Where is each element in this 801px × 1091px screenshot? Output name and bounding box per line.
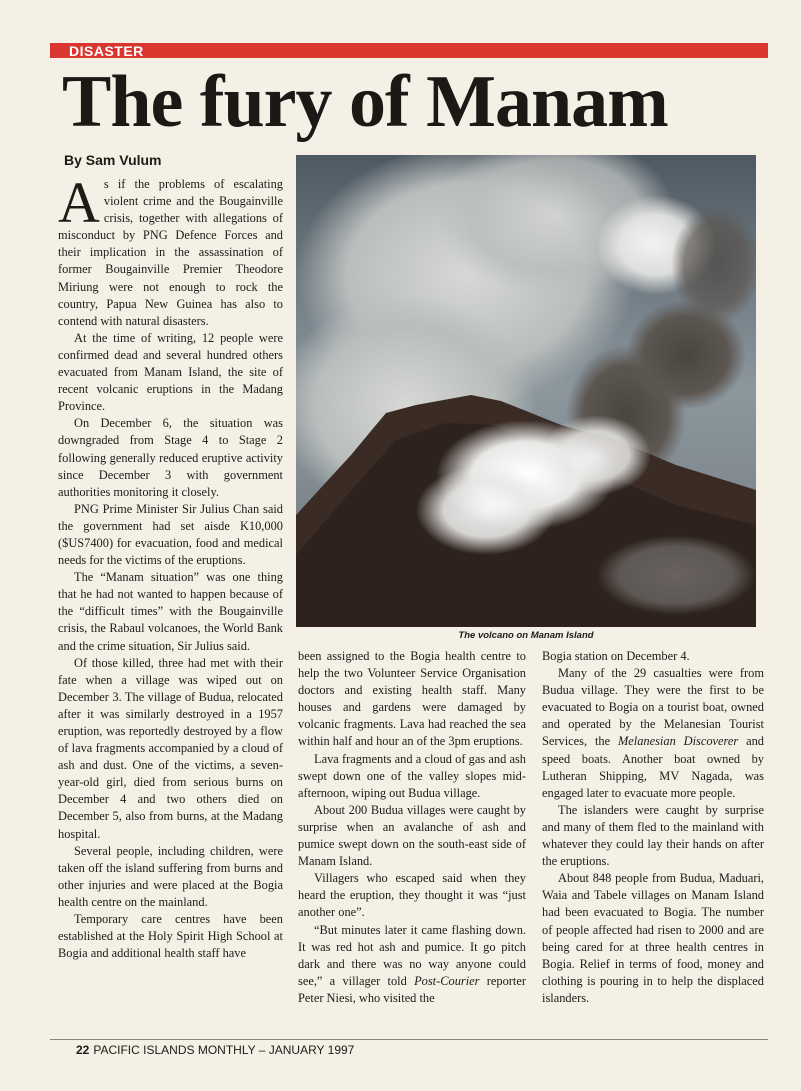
- footer-publication: PACIFIC ISLANDS MONTHLY – JANUARY 1997: [93, 1043, 355, 1057]
- article-paragraph: PNG Prime Minister Sir Julius Chan said the government had set aisde K10,000 ($US7400) for evacuation, food and medical needs for the victims of the eruptions.: [58, 501, 283, 568]
- footer-rule: [50, 1039, 768, 1040]
- article-paragraph: Temporary care centres have been established at the Holy Spirit High School at Bogia and additional health staff have: [58, 912, 283, 961]
- article-paragraph: As if the problems of escalating violent crime and the Bougainville crisis, together with allegations of misconduct by PNG Defence Forces and their implication in the assassination of former Bougainville Premier Theodore Miriung were not enough to rock the country, Papua New Guinea has also to contend with natural disasters.: [58, 170, 283, 328]
- section-label: DISASTER: [69, 43, 144, 59]
- headline: The fury of Manam: [62, 61, 668, 143]
- article-paragraph: Villagers who escaped said when they heard the eruption, they thought it was “just another one”.: [298, 871, 526, 920]
- article-paragraph: About 200 Budua villages were caught by surprise when an avalanche of ash and pumice swept down on the south-east side of Manam Island.: [298, 802, 526, 869]
- page-number: 22: [76, 1043, 90, 1057]
- article-paragraph: Bogia station on December 4.: [542, 649, 690, 663]
- article-paragraph: At the time of writing, 12 people were confirmed dead and several hundred others evacuated from Manam Island, the site of recent volcanic eruptions in the Madang Province.: [58, 330, 283, 414]
- article-paragraph: On December 6, the situation was downgraded from Stage 4 to Stage 2 following generally reduced eruptive activity since December 3 with government authorities monitoring it closely.: [58, 416, 283, 499]
- article-paragraph: Lava fragments and a cloud of gas and ash swept down one of the valley slopes mid-afternoon, wiping out Budua village.: [298, 751, 526, 800]
- article-paragraph: About 848 people from Budua, Maduari, Waia and Tabele villages on Manam Island had been evacuated to Bogia. The number of people affected had risen to 2000 and are being cared for at three health centres in Bogia. Relief in terms of food, money and clothing is pouring in to help the displaced islanders.: [542, 871, 764, 1005]
- volcano-photo: [296, 155, 756, 627]
- article-column-1: [58, 170, 283, 962]
- article-paragraph: been assigned to the Bogia health centre to help the two Volunteer Service Organisation doctors and existing health staff. Many houses and gardens were damaged by volcanic fragments. Lava had reached the sea within half and hour an of the 3pm eruptions.: [298, 649, 526, 749]
- article-paragraph: The “Manam situation” was one thing that he had not wanted to happen because of the “difficult times” with the Bougainville crisis, the Rabaul volcanoes, the World Bank and the crime situation, Sir Julius said.: [58, 570, 283, 653]
- ship-name: Melanesian Discoverer: [617, 734, 739, 749]
- article-column-3: [542, 648, 764, 1007]
- drop-cap: A: [58, 170, 100, 235]
- article-paragraph: “But minutes later it came flashing down. It was red hot ash and pumice. It go pitch dark and there was no way anyone could see,” a villager told Post-Courier reporter Peter Niesi, who visited the: [298, 922, 526, 1005]
- article-paragraph: Several people, including children, were taken off the island suffering from burns and other injuries and were placed at the Bogia health centre on the mainland.: [58, 843, 283, 909]
- page-footer: [76, 1043, 354, 1057]
- article-paragraph: Of those killed, three had met with their fate when a village was wiped out on December 3. The village of Budua, relocated after it was similarly destroyed in a 1957 eruption, was reportedly destroyed by a flow of lava fragments accompanied by a cloud of ash and dust. One of the victims, a seven-year-old girl, died from serious burns on December 4 and two others died on December 5, also from burns, at the Madang hospital.: [58, 655, 283, 841]
- article-paragraph: The islanders were caught by surprise and many of them fled to the mainland with whatever they could lay their hands on after the eruptions.: [542, 802, 764, 869]
- section-bar: [50, 43, 768, 58]
- article-column-2: [298, 648, 526, 1007]
- publication-name: Post-Courier: [414, 973, 480, 988]
- article-paragraph: Many of the 29 casualties were from Budua village. They were the first to be evacuated to Bogia on a tourist boat, owned and operated by the Melanesian Tourist Services, the Melanesian Discoverer and speed boats. Another boat owned by Lutheran Shipping, MV Nagada, was engaged later to evacuate more people.: [542, 666, 764, 800]
- photo-caption: The volcano on Manam Island: [458, 630, 594, 641]
- byline: By Sam Vulum: [64, 152, 162, 168]
